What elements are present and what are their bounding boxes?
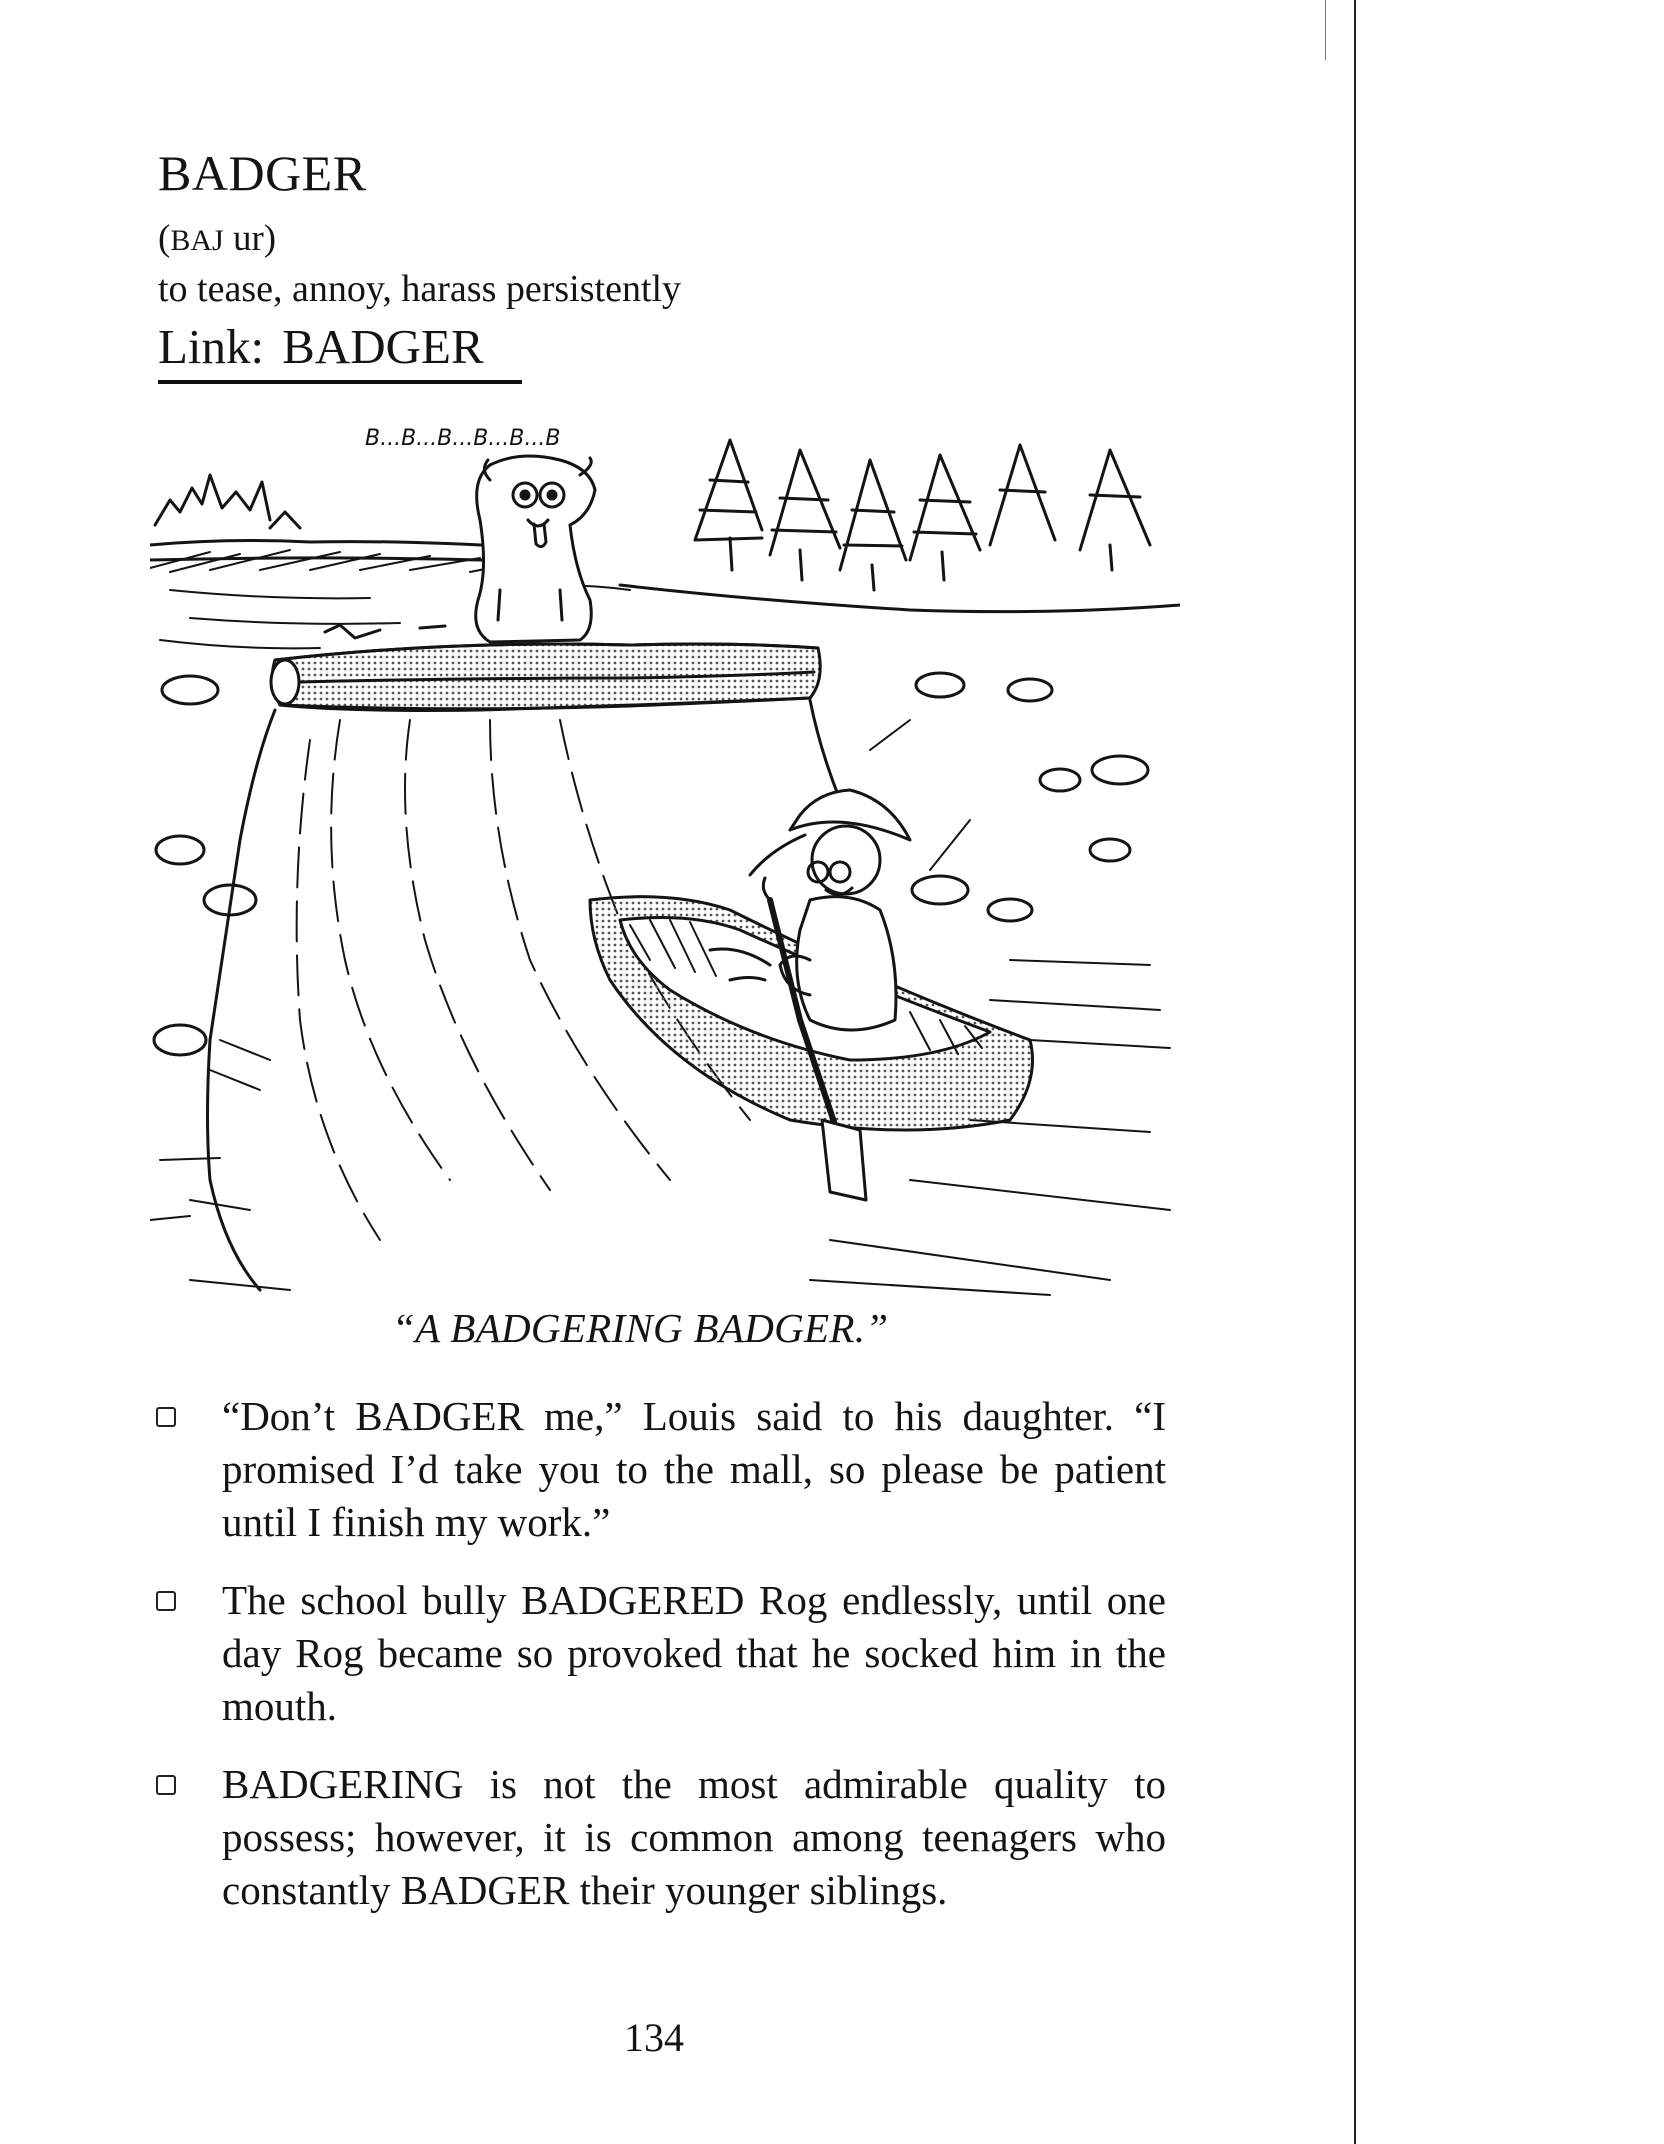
pron-small-caps: BAJ: [170, 224, 224, 257]
link-word: BADGER: [282, 319, 484, 374]
link-underline: [158, 380, 522, 384]
entry-pronunciation: [158, 220, 276, 257]
example-item: [156, 1758, 1166, 1917]
example-list: [156, 1390, 1166, 1942]
page-edge-line: [1354, 0, 1356, 2144]
checkbox-icon[interactable]: [156, 1407, 176, 1427]
right-bank: [620, 585, 1180, 612]
example-text: BADGERING is not the most admirable quality to possess; however, it is common among teenagers who constantly BADGER their younger siblings.: [222, 1761, 1166, 1913]
mountains: [155, 475, 300, 528]
page-number: 134: [624, 2015, 684, 2060]
page-edge-mark: [1325, 0, 1326, 60]
pron-rest: ur): [223, 218, 277, 259]
illustration-caption: “A BADGERING BADGER.”: [392, 1305, 889, 1351]
example-text: The school bully BADGERED Rog endlessly, until one day Rog became so provoked that he socked him in the mouth.: [222, 1577, 1166, 1729]
left-water-lines: [150, 1040, 290, 1290]
entry-headword: BADGER: [158, 145, 367, 201]
checkbox-icon[interactable]: [156, 1591, 176, 1611]
checkbox-icon[interactable]: [156, 1775, 176, 1795]
link-label: Link:: [158, 319, 265, 374]
example-item: [156, 1390, 1166, 1549]
oar-blade: [822, 1120, 866, 1200]
example-text: “Don’t BADGER me,” Louis said to his daughter. “I promised I’d take you to the mall, so please be patient until I finish my work.”: [222, 1393, 1166, 1545]
pron-open: (: [158, 218, 171, 259]
example-item: [156, 1574, 1166, 1733]
badger-sound-text: B...B...B...B...B...B: [365, 426, 561, 451]
badger-figure: [476, 456, 595, 642]
entry-definition: to tease, annoy, harass persistently: [158, 268, 682, 310]
pine-trees: [695, 440, 1150, 590]
cartoon-illustration: [150, 420, 1180, 1300]
entry-link: [158, 319, 484, 374]
